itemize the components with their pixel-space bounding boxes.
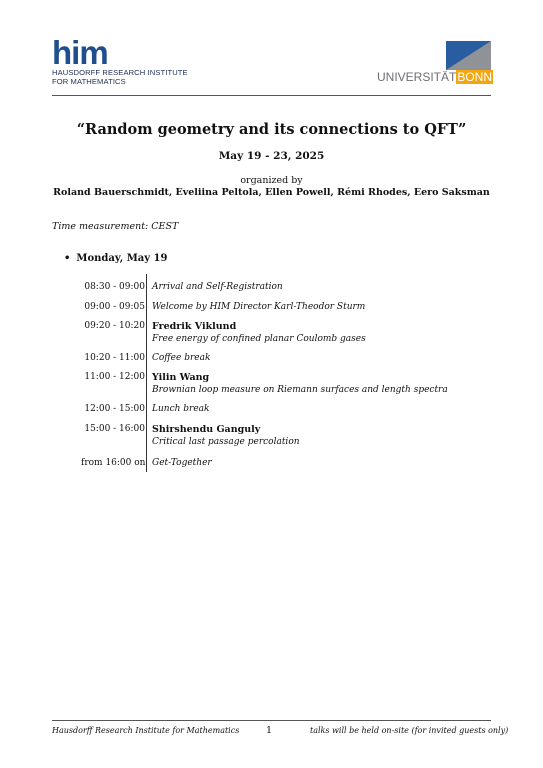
schedule-entry [152,353,210,363]
schedule-talk-title: Free energy of confined planar Coulomb gases [152,334,366,344]
event-dates: May 19 - 23, 2025 [218,150,325,162]
schedule-entry [152,458,212,468]
schedule-event: Arrival and Self-Registration [152,282,283,292]
him-logo [52,34,212,88]
organizers-list: Roland Bauerschmidt, Eveliina Peltola, Ellen Powell, Rémi Rhodes, Eero Saksman [53,187,490,198]
schedule-time: from 16:00 on [81,458,146,468]
schedule-entry [152,424,300,447]
him-subtitle-line1: HAUSDORFF RESEARCH INSTITUTE [52,68,188,77]
schedule-speaker: Shirshendu Ganguly [152,424,261,435]
schedule-time: 09:00 - 09:05 [84,302,145,312]
him-subtitle-line2: FOR MATHEMATICS [52,77,126,86]
schedule-entry [152,372,448,395]
schedule-event: Get-Together [152,458,212,468]
schedule-entry [152,282,283,292]
schedule-entry [152,404,209,414]
uni-bonn-text [377,71,491,84]
footer-note: talks will be held on-site (for invited guests only) [310,726,509,735]
schedule-event: Lunch break [152,404,210,414]
him-wordmark: him [52,34,108,71]
schedule-talk-title: Brownian loop measure on Riemann surfaces and length spectra [152,385,448,395]
schedule-time: 10:20 - 11:00 [84,353,145,363]
uni-text-bonn: BONN [457,70,493,84]
organized-by-label: organized by [240,175,303,186]
schedule-vertical-rule [146,274,147,472]
schedule-talk-title: Critical last passage percolation [152,437,300,447]
schedule-time: 15:00 - 16:00 [84,424,145,434]
day-label: Monday, May 19 [76,253,168,264]
schedule-speaker: Yilin Wang [152,372,210,383]
footer-divider [52,720,491,721]
uni-bonn-graphic-icon [446,41,491,70]
event-title: “Random geometry and its connections to QFT” [76,121,467,138]
schedule-time: 09:20 - 10:20 [84,321,145,331]
page-number: 1 [266,725,273,736]
schedule-time: 11:00 - 12:00 [84,372,145,382]
schedule-event: Welcome by HIM Director Karl-Theodor Sturm [152,302,366,312]
bullet-icon: • [64,253,71,264]
schedule-time: 08:30 - 09:00 [84,282,145,292]
schedule-event: Coffee break [152,353,211,363]
time-measurement-note: Time measurement: CEST [52,221,179,232]
header-divider [52,95,491,96]
day-heading [64,253,167,264]
university-bonn-logo [377,41,491,87]
footer-institute: Hausdorff Research Institute for Mathematics [52,726,240,735]
schedule-entry [152,302,365,312]
uni-text-universitat: UNIVERSITÄT [377,70,457,84]
schedule-speaker: Fredrik Viklund [152,321,237,332]
schedule-time: 12:00 - 15:00 [84,404,145,414]
schedule-entry [152,321,366,344]
